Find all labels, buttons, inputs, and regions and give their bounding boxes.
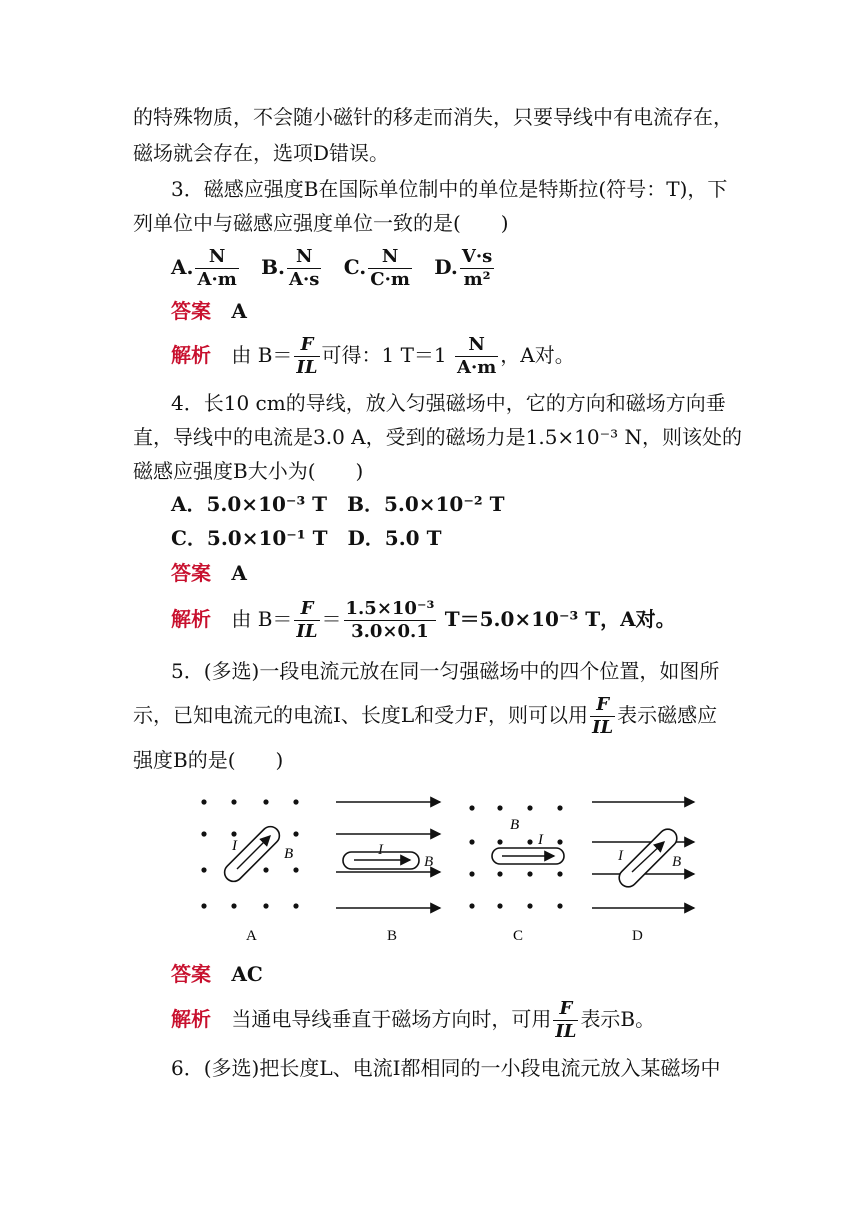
panel-a [201, 799, 298, 944]
answer-tag: 答案 [171, 962, 211, 986]
explanation-text: T＝5.0×10⁻³ T，A对。 [444, 607, 676, 631]
explanation-tag: 解析 [171, 1007, 211, 1031]
question-5-answer [171, 960, 263, 988]
question-3-line2: 列单位中与磁感应强度单位一致的是( ) [133, 211, 509, 235]
option-label: C. [343, 255, 367, 279]
answer-tag: 答案 [171, 561, 211, 585]
current-label: I [378, 842, 383, 858]
field-label: B [510, 817, 520, 833]
panel-b [336, 802, 440, 944]
magnetic-field-figure [190, 782, 705, 952]
question-3-options [171, 242, 496, 292]
question-4-explanation [171, 592, 676, 646]
question-4-line1: 4．长10 cm的导线，放入匀强磁场中，它的方向和磁场方向垂 [171, 391, 726, 415]
formula-fraction: $\frac{F}{IL}$ [296, 598, 318, 642]
formula-fraction: $\frac{F}{IL}$ [296, 334, 318, 378]
option-fraction: $\frac{N}{A\cdot m}$ [197, 246, 237, 290]
formula-fraction: $\frac{F}{IL}$ [592, 694, 614, 738]
current-label: I [618, 848, 623, 864]
panel-label: A [246, 928, 257, 944]
explanation-text: 当通电导线垂直于磁场方向时，可用 [231, 1007, 552, 1031]
panel-label: B [387, 928, 398, 944]
text-line: 磁场就会存在，选项D错误。 [133, 141, 390, 165]
formula-fraction: $\frac{F}{IL}$ [555, 998, 577, 1042]
option-label: B. [261, 255, 285, 279]
option-fraction: $\frac{V\cdot s}{\text{m²}}$ [461, 246, 493, 290]
explanation-text: 由 B＝ [231, 607, 293, 631]
explanation-text: ，A对。 [500, 343, 575, 367]
question-3-line1: 3．磁感应强度B在国际单位制中的单位是特斯拉(符号：T)，下 [171, 177, 728, 201]
question-5-line3: 强度B的是( ) [133, 748, 284, 772]
panel-label: D [632, 928, 643, 944]
text-line: 的特殊物质，不会随小磁针的移走而消失，只要导线中有电流存在， [133, 105, 733, 129]
field-label: B [424, 854, 434, 870]
answer-tag: 答案 [171, 299, 211, 323]
question-4-line3: 磁感应强度B大小为( ) [133, 459, 364, 483]
explanation-text: 表示B。 [580, 1007, 656, 1031]
panel-c [469, 805, 564, 944]
explanation-text: ＝ [321, 607, 342, 631]
option-fraction: $\frac{N}{A\cdot s}$ [289, 246, 320, 290]
question-3-explanation [171, 330, 575, 380]
answer-value: AC [231, 962, 263, 986]
panel-label: C [513, 928, 524, 944]
question-3-answer [171, 297, 247, 325]
question-5-line1: 5．(多选)一段电流元放在同一匀强磁场中的四个位置，如图所 [171, 659, 720, 683]
explanation-text: 由 B＝ [231, 343, 293, 367]
answer-value: A [231, 299, 247, 323]
answer-value: A [231, 561, 247, 585]
question-4-options-cd: C．5.0×10⁻¹ T D．5.0 T [171, 526, 442, 550]
field-label: B [284, 846, 294, 862]
question-5-explanation [171, 994, 655, 1044]
question-text: 表示磁感应 [617, 703, 718, 727]
formula-fraction: $\frac{N}{A\cdot m}$ [457, 334, 497, 378]
formula-fraction: $\frac{\text{1.5×10⁻³}}{3.0\times 0.1}$ [345, 598, 435, 642]
current-label: I [538, 832, 543, 848]
question-text: 示，已知电流元的电流I、长度L和受力F，则可以用 [133, 703, 589, 727]
panel-d [592, 802, 694, 944]
field-label: B [672, 854, 682, 870]
explanation-tag: 解析 [171, 343, 211, 367]
option-label: D. [434, 255, 458, 279]
question-6-line1: 6．(多选)把长度L、电流I都相同的一小段电流元放入某磁场中 [171, 1056, 721, 1080]
current-label: I [232, 838, 237, 854]
question-5-line2 [133, 690, 717, 740]
question-4-line2: 直，导线中的电流是3.0 A，受到的磁场力是1.5×10⁻³ N，则该处的 [133, 425, 743, 449]
question-4-answer [171, 559, 247, 587]
explanation-text: 可得：1 T＝1 [321, 343, 447, 367]
option-label: A. [171, 255, 194, 279]
explanation-tag: 解析 [171, 607, 211, 631]
option-fraction: $\frac{N}{C\cdot m}$ [370, 246, 410, 290]
question-4-options-ab: A．5.0×10⁻³ T B．5.0×10⁻² T [171, 492, 505, 516]
